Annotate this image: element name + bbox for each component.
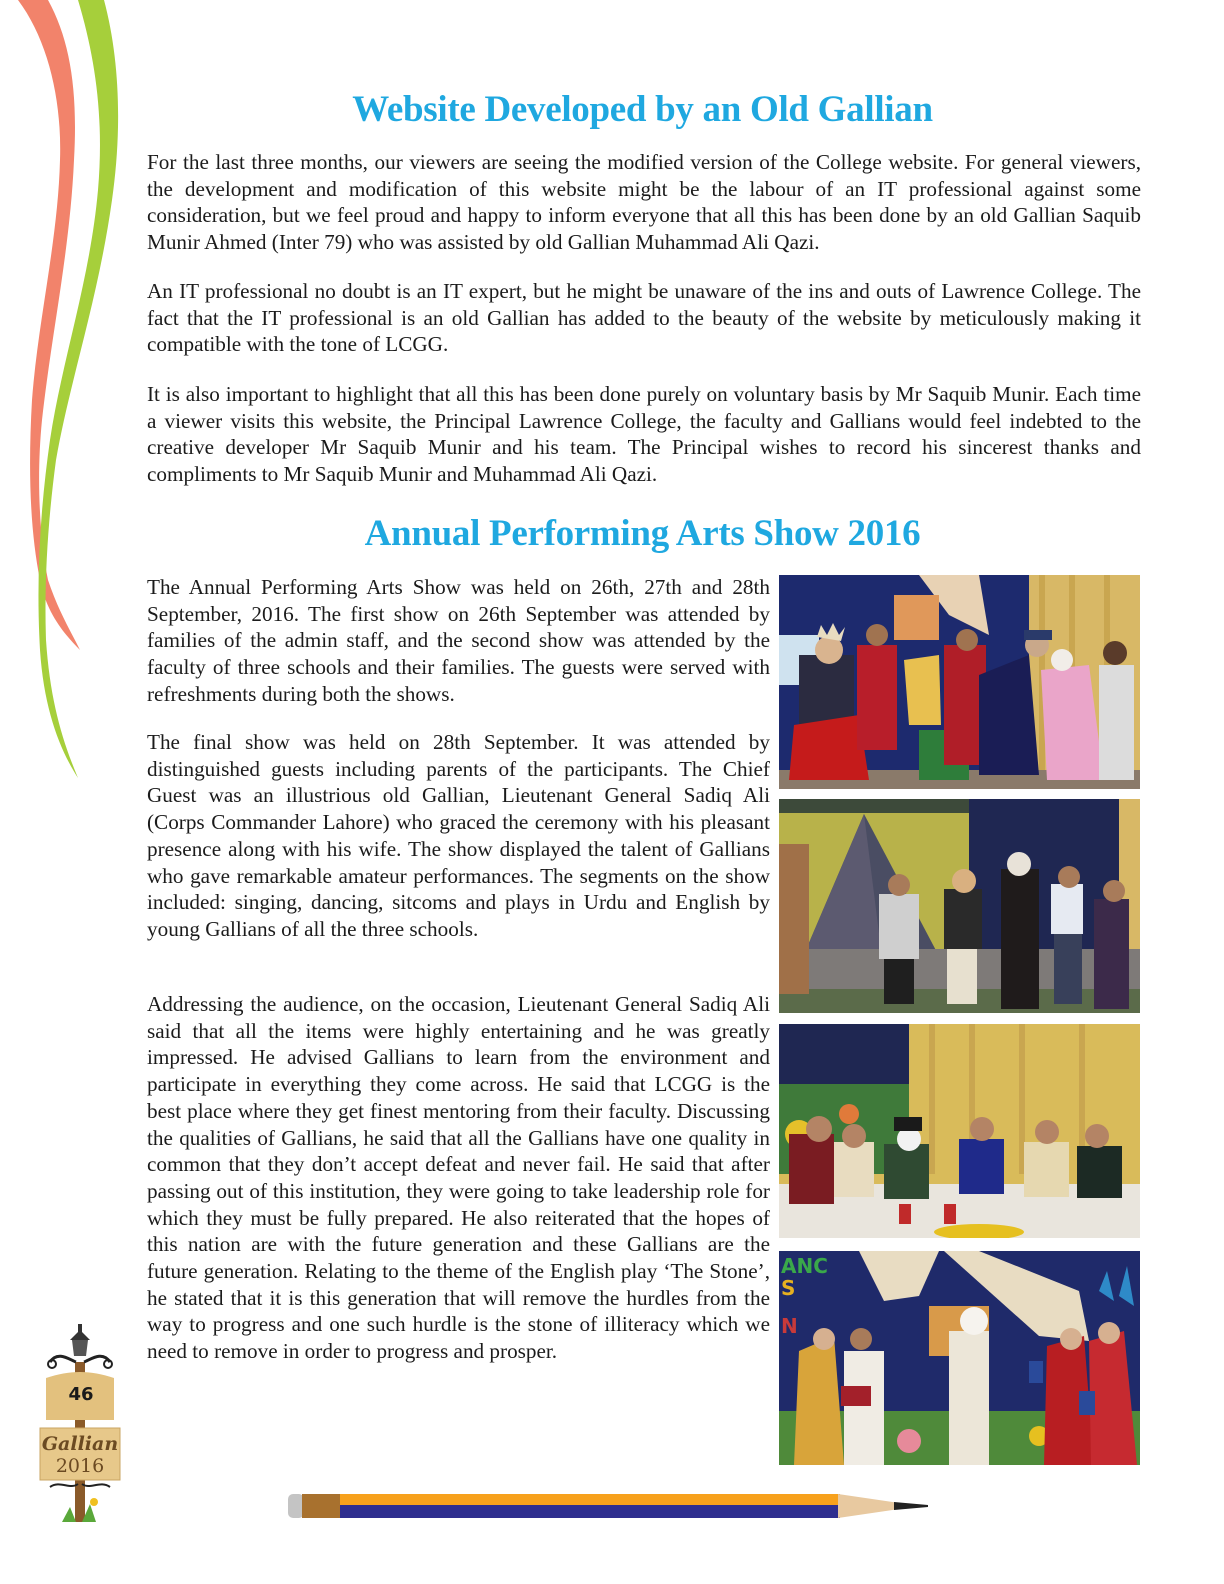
article-title-arts-show: Annual Performing Arts Show 2016 <box>364 513 921 554</box>
arts-show-paragraph-1: The Annual Performing Arts Show was held on 26th, 27th and 28th September, 2016. The first show on 26th September was attended by families of the admin staff, and the second show was attended by the faculty of three schools and their families. The guests were served with refreshments during both the shows. <box>147 575 770 706</box>
photo-chief-guest-stage <box>779 799 1140 1013</box>
photo-stage-king-scene <box>779 575 1140 789</box>
svg-text:N: N <box>781 1314 798 1338</box>
arts-show-paragraph-3: Addressing the audience, on the occasion, Lieutenant General Sadiq Ali said that all the items were highly entertaining and he was greatly impressed. He advised Gallians to learn from the environment and participate in everything they come across. He said that LCGG is the best place where they get finest mentoring from their faculty. Discussing the qualities of Gallians, he said that all the Gallians have one quality in common that they don’t accept defeat and never fail. He said that after passing out of this institution, they were going to take leadership role for which they must be fully prepared. He also reiterated that the hopes of this nation are with the future generation and these Gallians are the future generation. Relating to the theme of the English play ‘The Stone’, he stated that it is this generation that will remove the hurdles from the way to progress and one such hurdle is the stone of illiteracy which we need to remove in order to progress and prosper. <box>147 992 770 1364</box>
website-paragraph-1: For the last three months, our viewers are seeing the modified version of the College website. For general viewers, the development and modification of this website might be the labour of an IT professional against some consideration, but we feel proud and happy to inform everyone that all this has been done by an old Gallian Saquib Munir Ahmed (Inter 79) who was assisted by old Gallian Muhammad Ali Qazi. <box>147 150 1141 255</box>
pencil-footer-decoration <box>288 1492 933 1522</box>
publication-year: 2016 <box>55 1455 105 1477</box>
decorative-ribbons <box>0 0 140 800</box>
svg-text:S: S <box>781 1276 796 1300</box>
website-paragraph-3: It is also important to highlight that all this has been done purely on voluntary basis by Mr Saquib Munir. Each time a viewer visits this website, the Principal Lawrence College, the faculty and Gallians would feel indebted to the creative developer Mr Saquib Munir and his team. The Principal wishes to record his sincerest thanks and compliments to Mr Saquib Munir and Muhammad Ali Qazi. <box>147 382 1141 487</box>
svg-text:ANC: ANC <box>781 1254 828 1278</box>
photo-traditional-play <box>779 1251 1140 1465</box>
lamp-icon <box>72 1340 88 1356</box>
publication-name: Gallian <box>41 1433 119 1455</box>
arts-show-paragraph-2: The final show was held on 28th September. It was attended by distinguished guests including parents of the participants. The Chief Guest was an illustrious old Gallian, Lieutenant General Sadiq Ali (Corps Commander Lahore) who graced the ceremony with his pleasant presence along with his wife. The show displayed the talent of Gallians who gave remarkable amateur performances. The segments on the show included: singing, dancing, sitcoms and plays in Urdu and English by young Gallians of all the three schools. <box>147 730 770 941</box>
green-ribbon <box>38 0 118 778</box>
page-number: 46 <box>68 1384 94 1405</box>
photo-boys-seated-stage <box>779 1024 1140 1238</box>
article-title-website: Website Developed by an Old Gallian <box>352 89 933 130</box>
signpost-page-marker <box>30 1322 130 1527</box>
website-paragraph-2: An IT professional no doubt is an IT expert, but he might be unaware of the ins and outs of Lawrence College. The fact that the IT professional is an old Gallian has added to the beauty of the website by meticulously making it compatible with the tone of LCGG. <box>147 279 1141 357</box>
orange-ribbon <box>18 0 80 650</box>
